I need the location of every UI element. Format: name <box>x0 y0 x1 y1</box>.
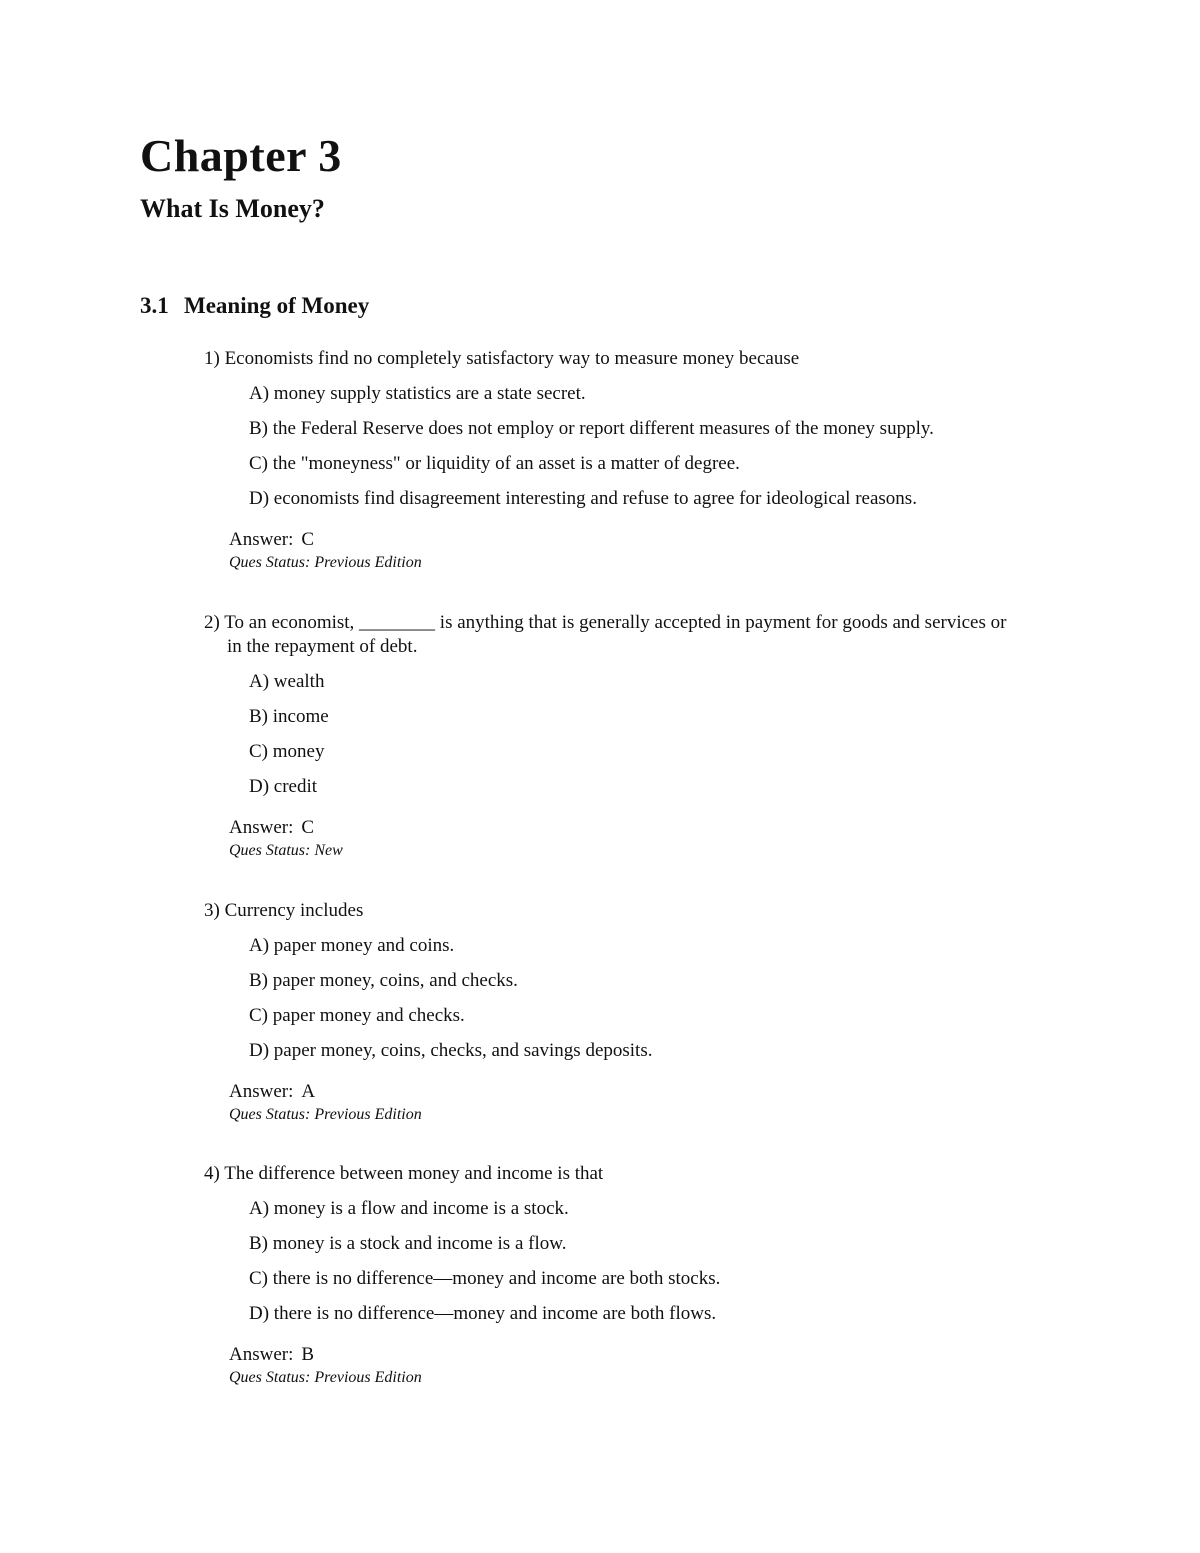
answer-label: Answer: <box>229 529 294 550</box>
chapter-subtitle: What Is Money? <box>140 194 325 223</box>
option-b: B) paper money, coins, and checks. <box>249 970 518 991</box>
question-stem: 1) Economists find no completely satisfactory way to measure money because <box>204 348 800 369</box>
status-value: New <box>314 842 343 859</box>
option-c: C) there is no difference—money and income are both stocks. <box>249 1268 721 1289</box>
option-b: B) income <box>249 706 329 727</box>
option-list <box>204 934 1024 1063</box>
option-list <box>204 1197 1024 1326</box>
question-stem: 3) Currency includes <box>204 900 364 921</box>
section-title: Meaning of Money <box>184 293 370 318</box>
question-1 <box>204 347 1024 573</box>
answer-value: C <box>301 817 315 838</box>
question-status <box>204 841 1024 861</box>
status-label: Ques Status: <box>229 1369 311 1386</box>
answer-label: Answer: <box>229 1344 294 1365</box>
option-d: D) paper money, coins, checks, and savings deposits. <box>249 1040 653 1061</box>
question-stem: 2) To an economist, ________ is anything that is generally accepted in payment for goods and services or in the repayment of debt. <box>204 612 1007 657</box>
answer-label: Answer: <box>229 817 294 838</box>
answer-label: Answer: <box>229 1081 294 1102</box>
option-c: C) paper money and checks. <box>249 1005 465 1026</box>
status-value: Previous Edition <box>314 1106 422 1123</box>
question-status <box>204 1368 1024 1388</box>
option-c: C) money <box>249 741 325 762</box>
option-d: D) there is no difference—money and income are both flows. <box>249 1303 717 1324</box>
question-status <box>204 553 1024 573</box>
option-c: C) the "moneyness" or liquidity of an asset is a matter of degree. <box>249 453 740 474</box>
option-d: D) credit <box>249 776 318 797</box>
chapter-title: Chapter 3 <box>140 130 342 181</box>
option-a: A) wealth <box>249 671 325 692</box>
option-a: A) paper money and coins. <box>249 935 455 956</box>
option-b: B) the Federal Reserve does not employ or report different measures of the money supply. <box>249 418 934 439</box>
question-4 <box>204 1162 1024 1388</box>
option-a: A) money supply statistics are a state secret. <box>249 383 586 404</box>
status-value: Previous Edition <box>314 554 422 571</box>
answer-line <box>204 528 1024 552</box>
section-heading <box>140 290 369 322</box>
option-b: B) money is a stock and income is a flow. <box>249 1233 567 1254</box>
option-a: A) money is a flow and income is a stock. <box>249 1198 569 1219</box>
question-3 <box>204 899 1024 1125</box>
answer-value: B <box>301 1344 315 1365</box>
question-2 <box>204 611 1024 861</box>
answer-line <box>204 1343 1024 1367</box>
option-list <box>204 670 1024 799</box>
answer-line <box>204 816 1024 840</box>
status-label: Ques Status: <box>229 1106 311 1123</box>
status-label: Ques Status: <box>229 554 311 571</box>
question-status <box>204 1105 1024 1125</box>
answer-value: A <box>301 1081 316 1102</box>
status-label: Ques Status: <box>229 842 311 859</box>
status-value: Previous Edition <box>314 1369 422 1386</box>
answer-value: C <box>301 529 315 550</box>
option-d: D) economists find disagreement interesting and refuse to agree for ideological reasons. <box>249 488 917 509</box>
section-number: 3.1 <box>140 293 169 318</box>
question-stem: 4) The difference between money and income is that <box>204 1163 604 1184</box>
option-list <box>204 382 1024 511</box>
answer-line <box>204 1080 1024 1104</box>
